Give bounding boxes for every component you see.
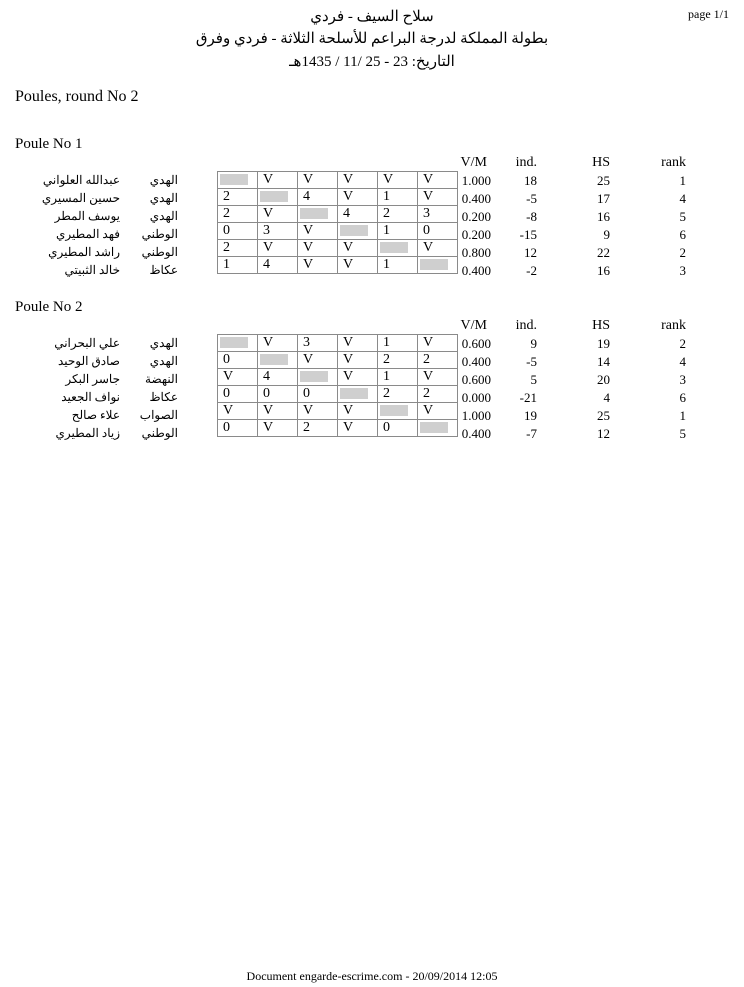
stat-vm: 0.000 — [461, 390, 491, 405]
bout-score-cell: 0 — [218, 223, 258, 240]
self-bout-cell — [258, 352, 298, 369]
stat-rank: 5 — [679, 209, 686, 224]
bout-score-cell: 2 — [298, 420, 338, 437]
bout-score-cell: 0 — [298, 386, 338, 403]
document-subtitle: بطولة المملكة لدرجة البراعم للأسلحة الثلاثة - فردي وفرق — [195, 31, 549, 47]
bout-score-cell: 1 — [378, 369, 418, 386]
bout-score-cell: V — [258, 420, 298, 437]
bout-score-cell: 2 — [218, 206, 258, 223]
stat-rank: 6 — [679, 390, 686, 405]
stat-rank: 5 — [679, 426, 686, 441]
empty-cell-block — [340, 388, 368, 399]
bout-score-cell: 1 — [378, 335, 418, 352]
stat-vm: 0.600 — [461, 372, 491, 387]
document-title: سلاح السيف - فردي — [310, 9, 434, 25]
bout-score-cell: V — [418, 369, 458, 386]
table-row — [218, 420, 458, 437]
empty-cell-block — [380, 405, 408, 416]
stat-hs: 16 — [597, 209, 610, 224]
self-bout-cell — [298, 369, 338, 386]
table-row — [218, 386, 458, 403]
fencer-club: عكاظ — [149, 390, 178, 404]
stat-vm: 0.800 — [461, 245, 491, 260]
self-bout-cell — [298, 206, 338, 223]
table-row — [218, 369, 458, 386]
bout-score-cell: 0 — [218, 352, 258, 369]
stat-vm: 0.400 — [461, 426, 491, 441]
bout-score-cell: 1 — [378, 189, 418, 206]
fencer-name: زياد المطيري — [55, 426, 120, 440]
stat-ind: -21 — [519, 390, 537, 405]
fencer-club: الهدي — [149, 209, 178, 223]
stat-ind: 12 — [524, 245, 537, 260]
self-bout-cell — [258, 189, 298, 206]
empty-cell-block — [420, 259, 448, 270]
fencer-name: راشد المطيري — [48, 245, 120, 259]
column-header-rank: rank — [661, 155, 686, 170]
bout-score-cell: V — [298, 172, 338, 189]
bout-score-cell: V — [338, 257, 378, 274]
bout-score-cell: V — [258, 335, 298, 352]
fencer-club: الهدي — [149, 354, 178, 368]
fencer-club: الصواب — [139, 408, 178, 422]
fencer-club: النهضة — [145, 372, 178, 386]
bout-score-cell: 1 — [378, 223, 418, 240]
table-row — [218, 206, 458, 223]
empty-cell-block — [220, 174, 248, 185]
bout-score-cell: V — [418, 240, 458, 257]
bout-score-cell: 3 — [418, 206, 458, 223]
stat-ind: -15 — [519, 227, 537, 242]
stat-vm: 0.200 — [461, 209, 491, 224]
bout-score-cell: V — [298, 352, 338, 369]
stat-vm: 1.000 — [461, 408, 491, 423]
bout-score-cell: 1 — [218, 257, 258, 274]
bout-score-cell: 0 — [218, 420, 258, 437]
column-header-rank: rank — [661, 318, 686, 333]
bout-score-cell: 2 — [418, 386, 458, 403]
bout-score-cell: 0 — [418, 223, 458, 240]
stat-ind: 5 — [530, 372, 537, 387]
empty-cell-block — [220, 337, 248, 348]
column-header-ind: ind. — [515, 155, 537, 170]
fencer-club: الهدي — [149, 173, 178, 187]
bout-score-cell: V — [418, 335, 458, 352]
bout-score-cell: V — [378, 172, 418, 189]
fencer-club: الهدي — [149, 191, 178, 205]
stat-ind: -2 — [526, 263, 537, 278]
self-bout-cell — [338, 223, 378, 240]
stat-ind: 9 — [530, 336, 537, 351]
self-bout-cell — [378, 240, 418, 257]
self-bout-cell — [378, 403, 418, 420]
stat-vm: 0.400 — [461, 191, 491, 206]
bout-score-cell: V — [258, 240, 298, 257]
bout-score-cell: 2 — [418, 352, 458, 369]
stat-ind: -5 — [526, 354, 537, 369]
bout-score-cell: 3 — [258, 223, 298, 240]
bout-score-cell: V — [338, 172, 378, 189]
bout-score-cell: 2 — [378, 386, 418, 403]
stat-hs: 14 — [597, 354, 610, 369]
bout-score-cell: V — [338, 240, 378, 257]
stat-rank: 4 — [679, 354, 686, 369]
self-bout-cell — [418, 420, 458, 437]
stat-rank: 1 — [679, 408, 686, 423]
bout-score-cell: V — [338, 420, 378, 437]
table-row — [218, 223, 458, 240]
empty-cell-block — [260, 354, 288, 365]
bout-score-cell: 2 — [378, 352, 418, 369]
stat-hs: 16 — [597, 263, 610, 278]
document-date: التاريخ: 23 - 25 /11 / 1435هـ — [289, 54, 455, 70]
round-title: Poules, round No 2 — [15, 88, 139, 105]
bout-score-cell: V — [338, 352, 378, 369]
table-row — [218, 189, 458, 206]
column-header-hs: HS — [592, 155, 610, 170]
stat-hs: 17 — [597, 191, 610, 206]
fencer-club: الوطني — [141, 426, 178, 440]
bout-score-cell: 2 — [218, 240, 258, 257]
stat-hs: 25 — [597, 173, 610, 188]
bout-score-cell: V — [338, 369, 378, 386]
poule-title: Poule No 1 — [15, 136, 83, 152]
bout-score-cell: 0 — [218, 386, 258, 403]
empty-cell-block — [300, 208, 328, 219]
fencer-club: عكاظ — [149, 263, 178, 277]
stat-rank: 3 — [679, 372, 686, 387]
bout-score-cell: 4 — [258, 369, 298, 386]
fencer-name: يوسف المطر — [54, 209, 120, 223]
fencer-club: الهدي — [149, 336, 178, 350]
bout-score-cell: V — [298, 257, 338, 274]
fencer-name: صادق الوحيد — [57, 354, 120, 368]
poule-grid — [217, 334, 458, 437]
stat-vm: 0.200 — [461, 227, 491, 242]
stat-rank: 3 — [679, 263, 686, 278]
table-row — [218, 352, 458, 369]
bout-score-cell: V — [258, 172, 298, 189]
table-row — [218, 403, 458, 420]
table-row — [218, 335, 458, 352]
bout-score-cell: 1 — [378, 257, 418, 274]
stat-hs: 4 — [603, 390, 610, 405]
bout-score-cell: V — [298, 223, 338, 240]
bout-score-cell: V — [338, 403, 378, 420]
fencer-name: فهد المطيري — [56, 227, 120, 241]
stat-rank: 2 — [679, 336, 686, 351]
stat-ind: -8 — [526, 209, 537, 224]
stat-hs: 9 — [603, 227, 610, 242]
bout-score-cell: V — [298, 403, 338, 420]
stat-rank: 6 — [679, 227, 686, 242]
fencer-club: الوطني — [141, 245, 178, 259]
empty-cell-block — [380, 242, 408, 253]
self-bout-cell — [338, 386, 378, 403]
table-row — [218, 257, 458, 274]
fencer-club: الوطني — [141, 227, 178, 241]
bout-score-cell: V — [338, 335, 378, 352]
self-bout-cell — [418, 257, 458, 274]
bout-score-cell: 4 — [298, 189, 338, 206]
bout-score-cell: 2 — [378, 206, 418, 223]
stat-rank: 2 — [679, 245, 686, 260]
fencer-name: خالد الثبيتي — [64, 263, 120, 277]
fencer-name: علاء صالح — [71, 408, 120, 422]
empty-cell-block — [260, 191, 288, 202]
stat-hs: 12 — [597, 426, 610, 441]
bout-score-cell: V — [418, 189, 458, 206]
column-header-vm: V/M — [460, 155, 487, 170]
stat-ind: -7 — [526, 426, 537, 441]
bout-score-cell: 4 — [258, 257, 298, 274]
poule-title: Poule No 2 — [15, 299, 83, 315]
stat-vm: 0.600 — [461, 336, 491, 351]
stat-hs: 19 — [597, 336, 610, 351]
table-row — [218, 240, 458, 257]
bout-score-cell: V — [298, 240, 338, 257]
fencer-name: علي البحراني — [54, 336, 120, 350]
stat-hs: 22 — [597, 245, 610, 260]
footer: Document engarde-escrime.com - 20/09/2014 12:05 — [246, 969, 498, 983]
stat-rank: 4 — [679, 191, 686, 206]
bout-score-cell: V — [338, 189, 378, 206]
fencer-name: عبدالله العلواني — [42, 173, 120, 187]
page-number: page 1/1 — [688, 7, 729, 21]
column-header-vm: V/M — [460, 318, 487, 333]
bout-score-cell: 4 — [338, 206, 378, 223]
bout-score-cell: V — [258, 206, 298, 223]
bout-score-cell: 0 — [258, 386, 298, 403]
stat-rank: 1 — [679, 173, 686, 188]
empty-cell-block — [300, 371, 328, 382]
bout-score-cell: 3 — [298, 335, 338, 352]
bout-score-cell: V — [418, 403, 458, 420]
stat-ind: -5 — [526, 191, 537, 206]
self-bout-cell — [218, 335, 258, 352]
bout-score-cell: 2 — [218, 189, 258, 206]
fencer-name: جاسر البكر — [65, 372, 120, 386]
bout-score-cell: 0 — [378, 420, 418, 437]
empty-cell-block — [340, 225, 368, 236]
stat-vm: 1.000 — [461, 173, 491, 188]
column-header-ind: ind. — [515, 318, 537, 333]
stat-ind: 19 — [524, 408, 537, 423]
fencer-name: حسين المسيري — [41, 191, 120, 205]
empty-cell-block — [420, 422, 448, 433]
table-row — [218, 172, 458, 189]
bout-score-cell: V — [418, 172, 458, 189]
stat-ind: 18 — [524, 173, 537, 188]
bout-score-cell: V — [258, 403, 298, 420]
fencer-name: نواف الجعيد — [61, 390, 120, 404]
stat-hs: 25 — [597, 408, 610, 423]
bout-score-cell: V — [218, 403, 258, 420]
stat-vm: 0.400 — [461, 263, 491, 278]
bout-score-cell: V — [218, 369, 258, 386]
self-bout-cell — [218, 172, 258, 189]
poule-grid — [217, 171, 458, 274]
column-header-hs: HS — [592, 318, 610, 333]
stat-hs: 20 — [597, 372, 610, 387]
stat-vm: 0.400 — [461, 354, 491, 369]
